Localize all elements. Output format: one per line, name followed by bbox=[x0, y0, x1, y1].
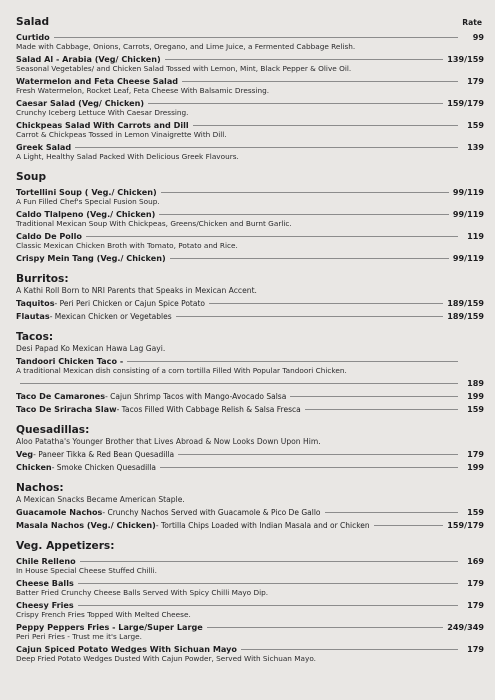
item-description: A Fun Filled Chef's Special Fusion Soup. bbox=[16, 197, 160, 206]
item-description: In House Special Cheese Stuffed Chilli. bbox=[16, 566, 157, 575]
item-price: 179 bbox=[467, 449, 484, 459]
menu-item bbox=[16, 54, 484, 73]
menu-item bbox=[16, 600, 484, 619]
section-header bbox=[16, 165, 484, 184]
rule-line bbox=[290, 395, 458, 397]
item-price: 119 bbox=[467, 231, 484, 241]
menu-item bbox=[16, 507, 484, 517]
menu-item bbox=[16, 209, 484, 228]
menu-item bbox=[16, 578, 484, 597]
item-inline-description: - Cajun Shrimp Tacos with Mango-Avocado Salsa bbox=[105, 392, 287, 401]
item-price: 179 bbox=[467, 644, 484, 654]
item-name: Chickpeas Salad With Carrots and Dill bbox=[16, 120, 189, 130]
menu-item bbox=[16, 142, 484, 161]
menu-item bbox=[16, 449, 484, 459]
menu-item bbox=[16, 76, 484, 95]
item-price: 139 bbox=[467, 142, 484, 152]
menu-item bbox=[16, 520, 484, 530]
item-name: Masala Nachos (Veg./ Chicken) bbox=[16, 520, 156, 530]
menu-item bbox=[16, 356, 484, 375]
rule-line bbox=[207, 626, 444, 628]
menu-item-row bbox=[16, 187, 484, 197]
menu-item-row bbox=[16, 507, 484, 517]
rule-line bbox=[86, 235, 458, 237]
menu-section bbox=[16, 418, 484, 472]
menu-item bbox=[16, 378, 484, 388]
item-name: Guacamole Nachos bbox=[16, 507, 103, 517]
menu-item-row bbox=[16, 556, 484, 566]
menu-item-row bbox=[16, 600, 484, 610]
item-inline-description: - Crunchy Nachos Served with Guacamole & Pico De Gallo bbox=[102, 508, 321, 517]
item-name: Watermelon and Feta Cheese Salad bbox=[16, 76, 179, 86]
item-name: Cajun Spiced Potato Wedges With Sichuan Mayo bbox=[16, 644, 237, 654]
menu-item bbox=[16, 120, 484, 139]
item-name: Tandoori Chicken Taco - bbox=[16, 356, 124, 366]
item-inline-description: - Mexican Chicken or Vegetables bbox=[49, 312, 172, 321]
rule-line bbox=[165, 58, 444, 60]
item-price: 159 bbox=[467, 404, 484, 414]
section-tagline: Aloo Patatha's Younger Brother that Lives Abroad & Now Looks Down Upon Him. bbox=[16, 437, 321, 446]
item-price: 99/119 bbox=[452, 209, 484, 219]
rule-line bbox=[325, 511, 459, 513]
rule-line bbox=[148, 102, 443, 104]
menu-item-row bbox=[16, 120, 484, 130]
menu-section bbox=[16, 534, 484, 663]
item-price: 169 bbox=[467, 556, 484, 566]
menu-item-row bbox=[16, 356, 484, 366]
item-inline-description: - Tortilla Chips Loaded with Indian Masala and or Chicken bbox=[155, 521, 370, 530]
item-price: 199 bbox=[467, 391, 484, 401]
item-name: Greek Salad bbox=[16, 142, 72, 152]
item-name: Curtido bbox=[16, 32, 50, 42]
menu-item-row bbox=[16, 622, 484, 632]
menu-item bbox=[16, 404, 484, 414]
menu-item-row bbox=[16, 231, 484, 241]
item-price: 159/179 bbox=[447, 520, 484, 530]
item-inline-description: - Paneer Tikka & Red Bean Quesadilla bbox=[33, 450, 175, 459]
section-title: Burritos: bbox=[16, 273, 69, 285]
rule-line bbox=[209, 302, 443, 304]
rate-column-label: Rate bbox=[462, 18, 482, 27]
item-name: Chicken bbox=[16, 462, 52, 472]
menu-item bbox=[16, 391, 484, 401]
item-description: Classic Mexican Chicken Broth with Tomato, Potato and Rice. bbox=[16, 241, 238, 250]
menu-item bbox=[16, 462, 484, 472]
menu-item bbox=[16, 187, 484, 206]
rule-line bbox=[241, 648, 458, 650]
menu-item-row bbox=[16, 449, 484, 459]
item-description: Traditional Mexican Soup With Chickpeas, Greens/Chicken and Burnt Garlic. bbox=[16, 219, 292, 228]
item-description: Batter Fried Crunchy Cheese Balls Served With Spicy Chilli Mayo Dip. bbox=[16, 588, 269, 597]
menu-item-row bbox=[16, 253, 484, 263]
item-price: 159 bbox=[467, 507, 484, 517]
menu-item-row bbox=[16, 298, 484, 308]
menu-section bbox=[16, 10, 484, 161]
menu-item-row bbox=[16, 378, 484, 388]
menu-section bbox=[16, 267, 484, 321]
section-title: Nachos: bbox=[16, 482, 64, 494]
menu-item-row bbox=[16, 209, 484, 219]
section-title: Salad bbox=[16, 16, 50, 28]
menu-item-row bbox=[16, 311, 484, 321]
item-price: 99/119 bbox=[452, 253, 484, 263]
section-title: Veg. Appetizers: bbox=[16, 540, 115, 552]
menu-item-row bbox=[16, 404, 484, 414]
menu-item-row bbox=[16, 32, 484, 42]
item-price: 139/159 bbox=[447, 54, 484, 64]
item-price: 249/349 bbox=[447, 622, 484, 632]
section-header bbox=[16, 325, 484, 344]
rule-line bbox=[161, 191, 449, 193]
menu-item bbox=[16, 644, 484, 663]
section-header bbox=[16, 10, 484, 29]
item-name: Tortellini Soup ( Veg./ Chicken) bbox=[16, 187, 157, 197]
item-name: Peppy Peppers Fries - Large/Super Large bbox=[16, 622, 203, 632]
rule-line bbox=[305, 408, 458, 410]
item-price: 189/159 bbox=[447, 298, 484, 308]
item-price: 159 bbox=[467, 120, 484, 130]
item-description: Crunchy Iceberg Lettuce With Caesar Dressing. bbox=[16, 108, 189, 117]
menu-item-row bbox=[16, 462, 484, 472]
item-description: Crispy French Fries Topped With Melted Cheese. bbox=[16, 610, 191, 619]
rule-line bbox=[159, 213, 449, 215]
menu-item bbox=[16, 311, 484, 321]
item-description: Peri Peri Fries - Trust me it's Large. bbox=[16, 632, 142, 641]
item-price: 99/119 bbox=[452, 187, 484, 197]
item-name: Veg bbox=[16, 449, 34, 459]
section-title: Quesadillas: bbox=[16, 424, 90, 436]
item-description: Seasonal Vegetables/ and Chicken Salad Tossed with Lemon, Mint, Black Pepper & Olive Oil. bbox=[16, 64, 352, 73]
menu-section bbox=[16, 325, 484, 414]
rule-line bbox=[78, 582, 458, 584]
item-description: Made with Cabbage, Onions, Carrots, Oregano, and Lime Juice, a Fermented Cabbage Relish. bbox=[16, 42, 356, 51]
menu-item bbox=[16, 98, 484, 117]
item-price: 179 bbox=[467, 578, 484, 588]
item-description: Carrot & Chickpeas Tossed in Lemon Vinaigrette With Dill. bbox=[16, 130, 227, 139]
item-name: Cheesy Fries bbox=[16, 600, 74, 610]
rule-line bbox=[127, 360, 458, 362]
menu-item bbox=[16, 622, 484, 641]
section-header bbox=[16, 418, 484, 437]
item-name: Salad Al - Arabia (Veg/ Chicken) bbox=[16, 54, 161, 64]
menu-item bbox=[16, 298, 484, 308]
menu-item-row bbox=[16, 391, 484, 401]
item-name: Chile Relleno bbox=[16, 556, 76, 566]
rule-line bbox=[182, 80, 458, 82]
item-inline-description: - Smoke Chicken Quesadilla bbox=[51, 463, 156, 472]
item-price: 189/159 bbox=[447, 311, 484, 321]
section-tagline: A Mexican Snacks Became American Staple. bbox=[16, 495, 185, 504]
item-inline-description: - Peri Peri Chicken or Cajun Spice Potato bbox=[54, 299, 205, 308]
section-title: Tacos: bbox=[16, 331, 54, 343]
menu-section bbox=[16, 476, 484, 530]
item-inline-description: - Tacos Filled With Cabbage Relish & Salsa Fresca bbox=[116, 405, 301, 414]
item-name: Caldo Tlalpeno (Veg./ Chicken) bbox=[16, 209, 156, 219]
item-price: 159/179 bbox=[447, 98, 484, 108]
menu-item-row bbox=[16, 76, 484, 86]
item-description: Deep Fried Potato Wedges Dusted With Cajun Powder, Served With Sichuan Mayo. bbox=[16, 654, 316, 663]
menu-item-row bbox=[16, 520, 484, 530]
rule-line bbox=[78, 604, 458, 606]
menu-section bbox=[16, 165, 484, 263]
rule-line bbox=[176, 315, 444, 317]
item-name: Cheese Balls bbox=[16, 578, 74, 588]
item-name: Taco De Sriracha Slaw bbox=[16, 404, 117, 414]
menu-item-row bbox=[16, 644, 484, 654]
rule-line bbox=[20, 382, 458, 384]
menu-item-row bbox=[16, 578, 484, 588]
rule-line bbox=[374, 524, 444, 526]
item-name: Caldo De Pollo bbox=[16, 231, 82, 241]
section-header bbox=[16, 476, 484, 495]
section-tagline: A Kathi Roll Born to NRI Parents that Speaks in Mexican Accent. bbox=[16, 286, 257, 295]
item-price: 179 bbox=[467, 600, 484, 610]
item-name: Taco De Camarones bbox=[16, 391, 106, 401]
section-tagline: Desi Papad Ko Mexican Hawa Lag Gayi. bbox=[16, 344, 166, 353]
item-description: A traditional Mexican dish consisting of a corn tortilla Filled With Popular Tandoori Chicken. bbox=[16, 366, 347, 375]
section-header bbox=[16, 267, 484, 286]
menu-item bbox=[16, 231, 484, 250]
rule-line bbox=[170, 257, 449, 259]
menu-item bbox=[16, 32, 484, 51]
item-name: Flautas bbox=[16, 311, 50, 321]
item-price: 179 bbox=[467, 76, 484, 86]
menu-item bbox=[16, 556, 484, 575]
rule-line bbox=[178, 453, 458, 455]
menu-item-row bbox=[16, 142, 484, 152]
item-description: Fresh Watermelon, Rocket Leaf, Feta Cheese With Balsamic Dressing. bbox=[16, 86, 270, 95]
item-description: A Light, Healthy Salad Packed With Delicious Greek Flavours. bbox=[16, 152, 239, 161]
rule-line bbox=[160, 466, 458, 468]
menu-item-row bbox=[16, 54, 484, 64]
section-title: Soup bbox=[16, 171, 47, 183]
item-name: Crispy Mein Tang (Veg./ Chicken) bbox=[16, 253, 166, 263]
rule-line bbox=[193, 124, 458, 126]
item-price: 99 bbox=[472, 32, 484, 42]
rule-line bbox=[80, 560, 458, 562]
rule-line bbox=[75, 146, 458, 148]
menu-item-row bbox=[16, 98, 484, 108]
rule-line bbox=[54, 36, 458, 38]
section-header bbox=[16, 534, 484, 553]
menu-item bbox=[16, 253, 484, 263]
item-price: 189 bbox=[467, 378, 484, 388]
item-price: 199 bbox=[467, 462, 484, 472]
item-name: Taquitos bbox=[16, 298, 55, 308]
item-name: Caesar Salad (Veg/ Chicken) bbox=[16, 98, 145, 108]
